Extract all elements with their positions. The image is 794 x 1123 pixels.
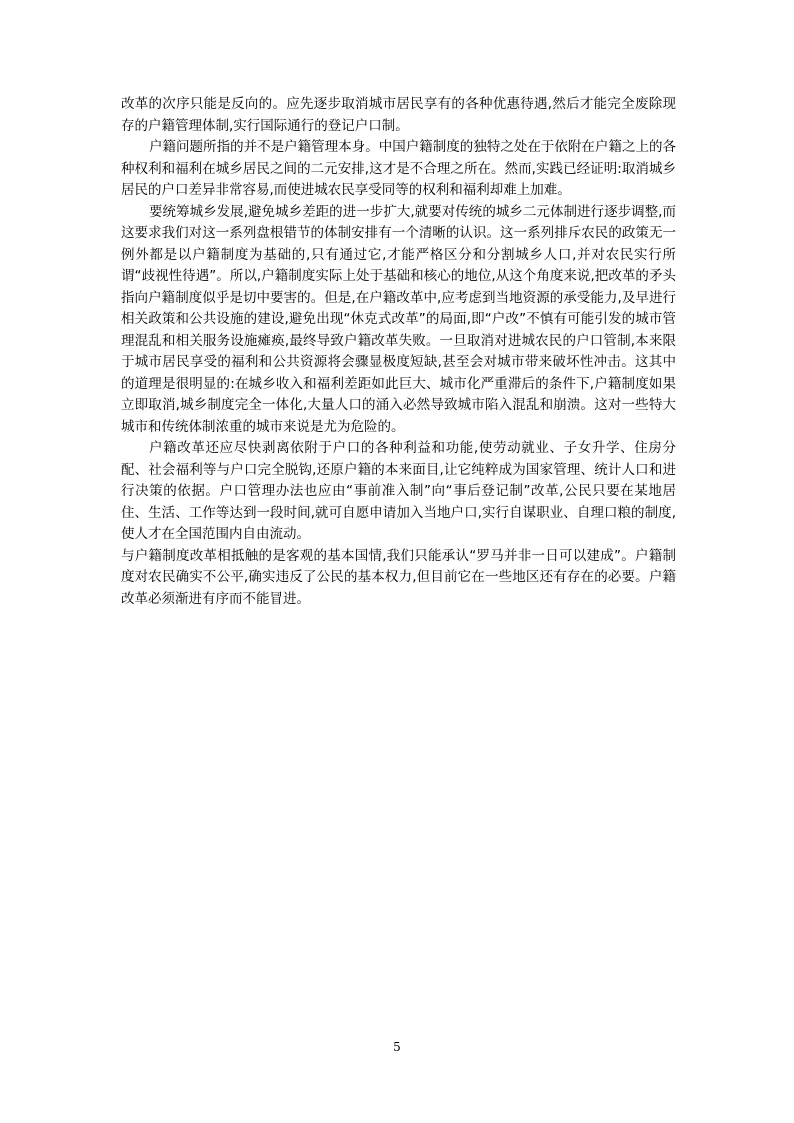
paragraph-3: 要统筹城乡发展,避免城乡差距的进一步扩大,就要对传统的城乡二元体制进行逐步调整,而这要求我们对这一系列盘根错节的体制安排有一个清晰的认识。这一系列排斥农民的政策无一例外都是以户籍制度为基础的,只有通过它,才能严格区分和分割城乡人口,并对农民实行所谓“歧视性待遇”。所以,户籍制度实际上处于基础和核心的地位,从这个角度来说,把改革的矛头指向户籍制度似乎是切中要害的。但是,在户籍改革中,应考虑到当地资源的承受能力,及早进行相关政策和公共设施的建设,避免出现“休克式改革”的局面,即“户改”不慎有可能引发的城市管理混乱和相关服务设施瘫痪,最终导致户籍改革失败。一旦取消对进城农民的户口管制,本来限于城市居民享受的福利和公共资源将会骤显极度短缺,甚至会对城市带来破坏性冲击。这其中的道理是很明显的:在城乡收入和福利差距如此巨大、城市化严重滞后的条件下,户籍制度如果立即取消,城乡制度完全一体化,大量人口的涌入必然导致城市陷入混乱和崩溃。这对一些特大城市和传统体制浓重的城市来说是尤为危险的。 xyxy=(121,203,676,435)
paragraph-5: 与户籍制度改革相抵触的是客观的基本国情,我们只能承认“罗马并非一日可以建成”。户籍制度对农民确实不公平,确实违反了公民的基本权力,但目前它在一些地区还有存在的必要。户籍改革必须渐进有序而不能冒进。 xyxy=(121,547,676,607)
paragraph-2: 户籍问题所指的并不是户籍管理本身。中国户籍制度的独特之处在于依附在户籍之上的各种权利和福利在城乡居民之间的二元安排,这才是不合理之所在。然而,实践已经证明:取消城乡居民的户口差异非常容易,而使进城农民享受同等的权利和福利却难上加难。 xyxy=(121,139,676,198)
paragraph-1: 改革的次序只能是反向的。应先逐步取消城市居民享有的各种优惠待遇,然后才能完全废除现存的户籍管理体制,实行国际通行的登记户口制。 xyxy=(121,96,676,134)
page-number: 5 xyxy=(393,1040,401,1054)
document-body xyxy=(121,94,676,610)
paragraph-4: 户籍改革还应尽快剥离依附于户口的各种利益和功能,使劳动就业、子女升学、住房分配、社会福利等与户口完全脱钩,还原户籍的本来面目,让它纯粹成为国家管理、统计人口和进行决策的依据。户口管理办法也应由“事前准入制”向“事后登记制”改革,公民只要在某地居住、生活、工作等达到一段时间,就可自愿申请加入当地户口,实行自谋职业、自理口粮的制度,使人才在全国范围内自由流动。 xyxy=(121,440,676,542)
